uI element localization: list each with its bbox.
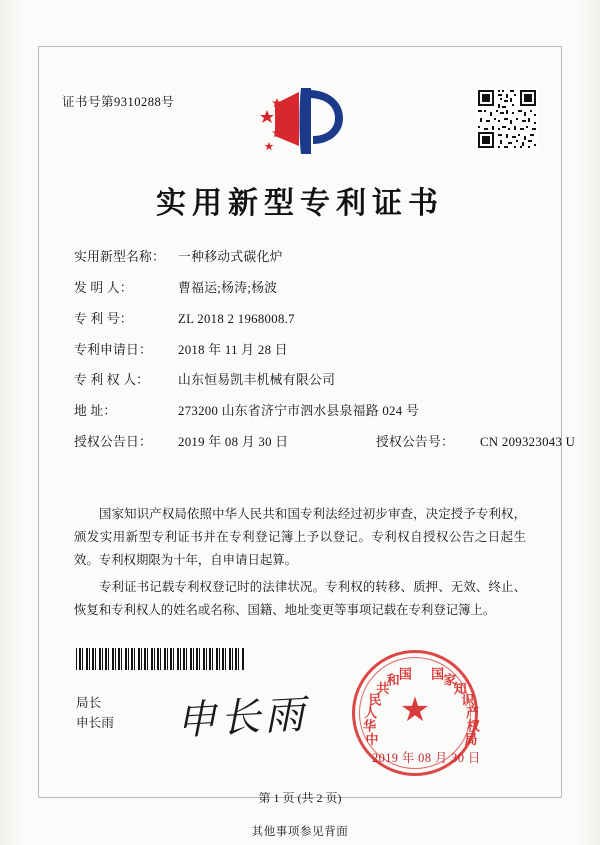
field-label: 专 利 号： bbox=[74, 311, 133, 326]
field-value: 山东恒易凯丰机械有限公司 bbox=[178, 373, 336, 388]
field-value: 273200 山东省济宁市泗水县泉福路 024 号 bbox=[178, 404, 420, 419]
field-label: 实用新型名称： bbox=[74, 250, 165, 264]
footer-note: 其他事项参见背面 bbox=[251, 826, 349, 838]
field-value: 一种移动式碳化炉 bbox=[178, 250, 283, 264]
certificate-number: 证书号第9310288号 bbox=[62, 95, 175, 109]
field-value-grant-date: 2019 年 08 月 30 日 bbox=[178, 435, 289, 450]
office-title: 局长 bbox=[76, 696, 102, 710]
field-value: 2018 年 11 月 28 日 bbox=[178, 342, 288, 357]
field-label-grant-number: 授权公告号： bbox=[376, 435, 454, 450]
barcode bbox=[76, 648, 244, 670]
seal-date: 2019 年 08 月 30 日 bbox=[372, 751, 481, 765]
field-row-patentee bbox=[74, 373, 526, 388]
page-title: 实用新型专利证书 bbox=[156, 187, 444, 220]
seal-arc-text: 中 华 人 民 共 和 国 国 家 知 识 产 权 局 bbox=[363, 666, 480, 748]
page-number: 第 1 页 (共 2 页) bbox=[258, 791, 342, 805]
scan-edge-left bbox=[0, 0, 22, 845]
legal-paragraph-1: 国家知识产权局依照中华人民共和国专利法经过初步审查，决定授予专利权，颁发实用新型专利证书并在专利登记簿上予以登记。专利权自授权公告之日起生效。专利权期限为十年，自申请日起算。 bbox=[74, 507, 526, 567]
field-row-utility-model-name bbox=[74, 250, 526, 265]
field-label-grant-date: 授权公告日： bbox=[74, 435, 152, 450]
field-label: 专利申请日： bbox=[74, 342, 152, 357]
field-row-application-date bbox=[74, 343, 526, 358]
field-row-address bbox=[74, 404, 526, 419]
field-label: 发 明 人： bbox=[74, 280, 133, 295]
legal-paragraph-2: 专利证书记载专利权登记时的法律状况。专利权的转移、质押、无效、终止、恢复和专利权人的姓名或名称、国籍、地址变更等事项记载在专利登记簿上。 bbox=[74, 579, 526, 617]
field-row-grant-announcement bbox=[74, 435, 576, 450]
scan-edge-right bbox=[578, 0, 600, 845]
seal-star-icon: ★ bbox=[399, 691, 431, 729]
field-label: 专 利 权 人： bbox=[74, 373, 150, 388]
signature-block bbox=[76, 694, 114, 733]
qr-code bbox=[476, 88, 538, 150]
handwritten-signature: 申长雨 bbox=[175, 691, 310, 744]
field-label: 地 址： bbox=[74, 404, 117, 419]
field-value: ZL 2018 2 1968008.7 bbox=[178, 311, 295, 326]
field-value: 曹福运;杨涛;杨波 bbox=[178, 280, 278, 295]
signatory-name: 申长雨 bbox=[76, 715, 114, 730]
field-value-grant-number: CN 209323043 U bbox=[480, 435, 576, 450]
fields-block bbox=[74, 250, 576, 466]
field-row-patent-number bbox=[74, 312, 526, 327]
cnipa-logo bbox=[255, 84, 351, 160]
legal-text-block bbox=[74, 503, 526, 626]
field-row-inventor bbox=[74, 281, 526, 296]
